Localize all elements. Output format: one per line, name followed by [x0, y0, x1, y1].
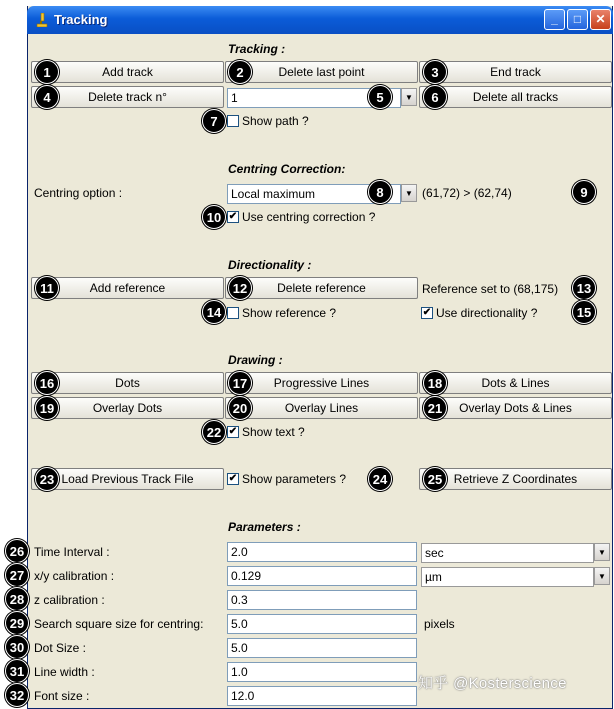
badge-23: 23 [35, 467, 59, 491]
badge-25: 25 [423, 467, 447, 491]
badge-1: 1 [35, 60, 59, 84]
drawing-heading: Drawing : [228, 353, 283, 367]
overlay-dots-button[interactable]: Overlay Dots [31, 397, 224, 419]
watermark: 知乎 @Kosterscience [418, 675, 567, 692]
badge-11: 11 [35, 276, 59, 300]
badge-17: 17 [228, 371, 252, 395]
badge-19: 19 [35, 396, 59, 420]
show-parameters-label: Show parameters ? [242, 472, 347, 486]
search-unit-label: pixels [424, 617, 455, 631]
centring-option-label: Centring option : [34, 186, 123, 200]
badge-16: 16 [35, 371, 59, 395]
badge-26: 26 [5, 539, 29, 563]
time-unit-dropdown-arrow-icon[interactable]: ▼ [594, 543, 610, 561]
maximize-icon: □ [573, 12, 582, 26]
font-size-label: Font size : [34, 689, 90, 703]
show-path-label: Show path ? [242, 114, 309, 128]
xy-unit-dropdown-arrow-icon[interactable]: ▼ [594, 567, 610, 585]
dots-button[interactable]: Dots [31, 372, 224, 394]
line-width-label: Line width : [34, 665, 95, 679]
badge-20: 20 [228, 396, 252, 420]
badge-8: 8 [368, 180, 392, 204]
badge-12: 12 [228, 276, 252, 300]
show-text-checkbox[interactable]: ✔ [228, 426, 238, 437]
parameters-heading: Parameters : [228, 520, 301, 534]
add-reference-button[interactable]: Add reference [31, 277, 224, 299]
microscope-icon [36, 13, 48, 27]
delete-track-n-button[interactable]: Delete track n° [31, 86, 224, 108]
search-square-label: Search square size for centring: [34, 617, 204, 631]
badge-10: 10 [202, 205, 226, 229]
xy-calibration-input[interactable]: 0.129 [227, 566, 417, 586]
search-square-input[interactable]: 5.0 [227, 614, 417, 634]
badge-4: 4 [35, 85, 59, 109]
badge-14: 14 [202, 300, 226, 324]
show-path-checkbox[interactable] [227, 115, 239, 127]
close-icon: ✕ [595, 12, 606, 26]
z-calibration-label: z calibration : [34, 593, 105, 607]
minimize-button[interactable] [544, 9, 565, 30]
use-centring-checkbox[interactable]: ✔ [228, 211, 238, 222]
badge-5: 5 [368, 85, 392, 109]
centring-coords: (61,72) > (62,74) [422, 186, 512, 200]
z-calibration-input[interactable]: 0.3 [227, 590, 417, 610]
show-text-label: Show text ? [242, 425, 305, 439]
badge-13: 13 [572, 276, 596, 300]
load-previous-track-file-button[interactable]: Load Previous Track File [31, 468, 224, 490]
dots-lines-button[interactable]: Dots & Lines [419, 372, 612, 394]
centring-dropdown-arrow-icon[interactable]: ▼ [401, 184, 417, 202]
maximize-button[interactable] [567, 9, 588, 30]
close-button[interactable] [590, 9, 611, 30]
delete-last-point-button[interactable]: Delete last point [225, 61, 418, 83]
directionality-heading: Directionality : [228, 258, 312, 272]
badge-32: 32 [5, 683, 29, 707]
show-reference-checkbox[interactable] [227, 307, 239, 319]
time-unit-select[interactable]: sec [421, 543, 594, 563]
badge-31: 31 [5, 659, 29, 683]
minimize-icon: _ [551, 12, 558, 26]
show-reference-label: Show reference ? [242, 306, 337, 320]
badge-24: 24 [368, 467, 392, 491]
use-directionality-label: Use directionality ? [436, 306, 538, 320]
window-title: Tracking [54, 12, 108, 27]
xy-unit-select[interactable]: µm [421, 567, 594, 587]
badge-28: 28 [5, 587, 29, 611]
badge-3: 3 [423, 60, 447, 84]
badge-15: 15 [572, 300, 596, 324]
delete-reference-button[interactable]: Delete reference [225, 277, 418, 299]
badge-22: 22 [202, 420, 226, 444]
badge-6: 6 [423, 85, 447, 109]
badge-2: 2 [228, 60, 252, 84]
font-size-input[interactable]: 12.0 [227, 686, 417, 706]
line-width-input[interactable]: 1.0 [227, 662, 417, 682]
badge-29: 29 [5, 611, 29, 635]
retrieve-z-coordinates-button[interactable]: Retrieve Z Coordinates [419, 468, 612, 490]
use-directionality-checkbox[interactable]: ✔ [422, 307, 432, 318]
progressive-lines-button[interactable]: Progressive Lines [225, 372, 418, 394]
xy-calibration-label: x/y calibration : [34, 569, 115, 583]
centring-option-select[interactable]: Local maximum [227, 184, 401, 204]
tracking-heading: Tracking : [228, 42, 286, 56]
track-number-select[interactable]: 1 [227, 88, 401, 108]
dot-size-label: Dot Size : [34, 641, 87, 655]
overlay-lines-button[interactable]: Overlay Lines [225, 397, 418, 419]
use-centring-label: Use centring correction ? [242, 210, 376, 224]
reference-set-text: Reference set to (68,175) [422, 282, 559, 296]
add-track-button[interactable]: Add track [31, 61, 224, 83]
end-track-button[interactable]: End track [419, 61, 612, 83]
show-parameters-checkbox[interactable]: ✔ [228, 473, 238, 484]
dot-size-input[interactable]: 5.0 [227, 638, 417, 658]
centring-heading: Centring Correction: [228, 162, 346, 176]
badge-21: 21 [423, 396, 447, 420]
time-interval-input[interactable]: 2.0 [227, 542, 417, 562]
badge-18: 18 [423, 371, 447, 395]
overlay-dots-lines-button[interactable]: Overlay Dots & Lines [419, 397, 612, 419]
badge-7: 7 [202, 109, 226, 133]
time-interval-label: Time Interval : [34, 545, 110, 559]
track-number-dropdown-arrow-icon[interactable]: ▼ [401, 88, 417, 106]
badge-9: 9 [572, 180, 596, 204]
badge-27: 27 [5, 563, 29, 587]
title-bar[interactable] [27, 6, 613, 34]
badge-30: 30 [5, 635, 29, 659]
delete-all-tracks-button[interactable]: Delete all tracks [419, 86, 612, 108]
